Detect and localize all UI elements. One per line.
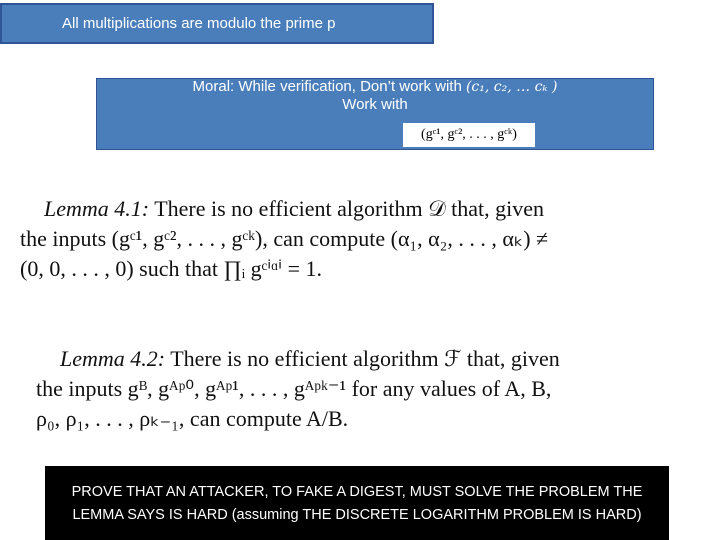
moral-line-1 <box>97 77 653 97</box>
lemma-4-1-line-1 <box>20 194 650 224</box>
lemma-4-1-line-1-text: There is no efficient algorithm 𝒟 that, given <box>154 196 545 221</box>
moral-line-1-text: Moral: While verification, Don’t work with <box>192 78 462 95</box>
footer-line-2: LEMMA SAYS IS HARD (assuming THE DISCRETE LOGARITHM PROBLEM IS HARD) <box>72 507 642 523</box>
lemma-4-1 <box>20 194 650 284</box>
moral-line-1-math: (c₁, c₂, … cₖ ) <box>465 79 558 95</box>
header-text: All multiplications are modulo the prime p <box>62 15 336 32</box>
lemma-4-2-line-2: the inputs gᴮ, gᴬᵖ⁰, gᴬᵖ¹, . . . , gᴬᵖᵏ⁻¹ for any values of A, B, <box>36 376 552 401</box>
footer-line-1: PROVE THAT AN ATTACKER, TO FAKE A DIGEST, MUST SOLVE THE PROBLEM THE <box>71 484 643 500</box>
moral-line-2: Work with <box>342 96 408 113</box>
lemma-4-2-line-1-text: There is no efficient algorithm ℱ that, given <box>170 346 560 371</box>
lemma-4-2-line-3: ρ₀, ρ₁, . . . , ρₖ₋₁, can compute A/B. <box>36 406 349 431</box>
lemma-4-2-label: Lemma 4.2: <box>60 346 166 371</box>
lemma-4-2 <box>36 344 666 434</box>
lemma-4-2-line-1 <box>36 344 666 374</box>
header-banner <box>0 3 434 44</box>
footer-box <box>45 466 669 540</box>
moral-formula: (gᶜ¹, gᶜ², . . . , gᶜᵏ) <box>403 123 535 147</box>
lemma-4-1-line-3: (0, 0, . . . , 0) such that ∏ᵢ gᶜⁱᵅⁱ = 1. <box>20 256 322 281</box>
lemma-4-1-label: Lemma 4.1: <box>44 196 150 221</box>
lemma-4-1-line-2: the inputs (gᶜ¹, gᶜ², . . . , gᶜᵏ), can compute (α₁, α₂, . . . , αₖ) ≠ <box>20 226 549 251</box>
moral-box <box>96 78 654 150</box>
